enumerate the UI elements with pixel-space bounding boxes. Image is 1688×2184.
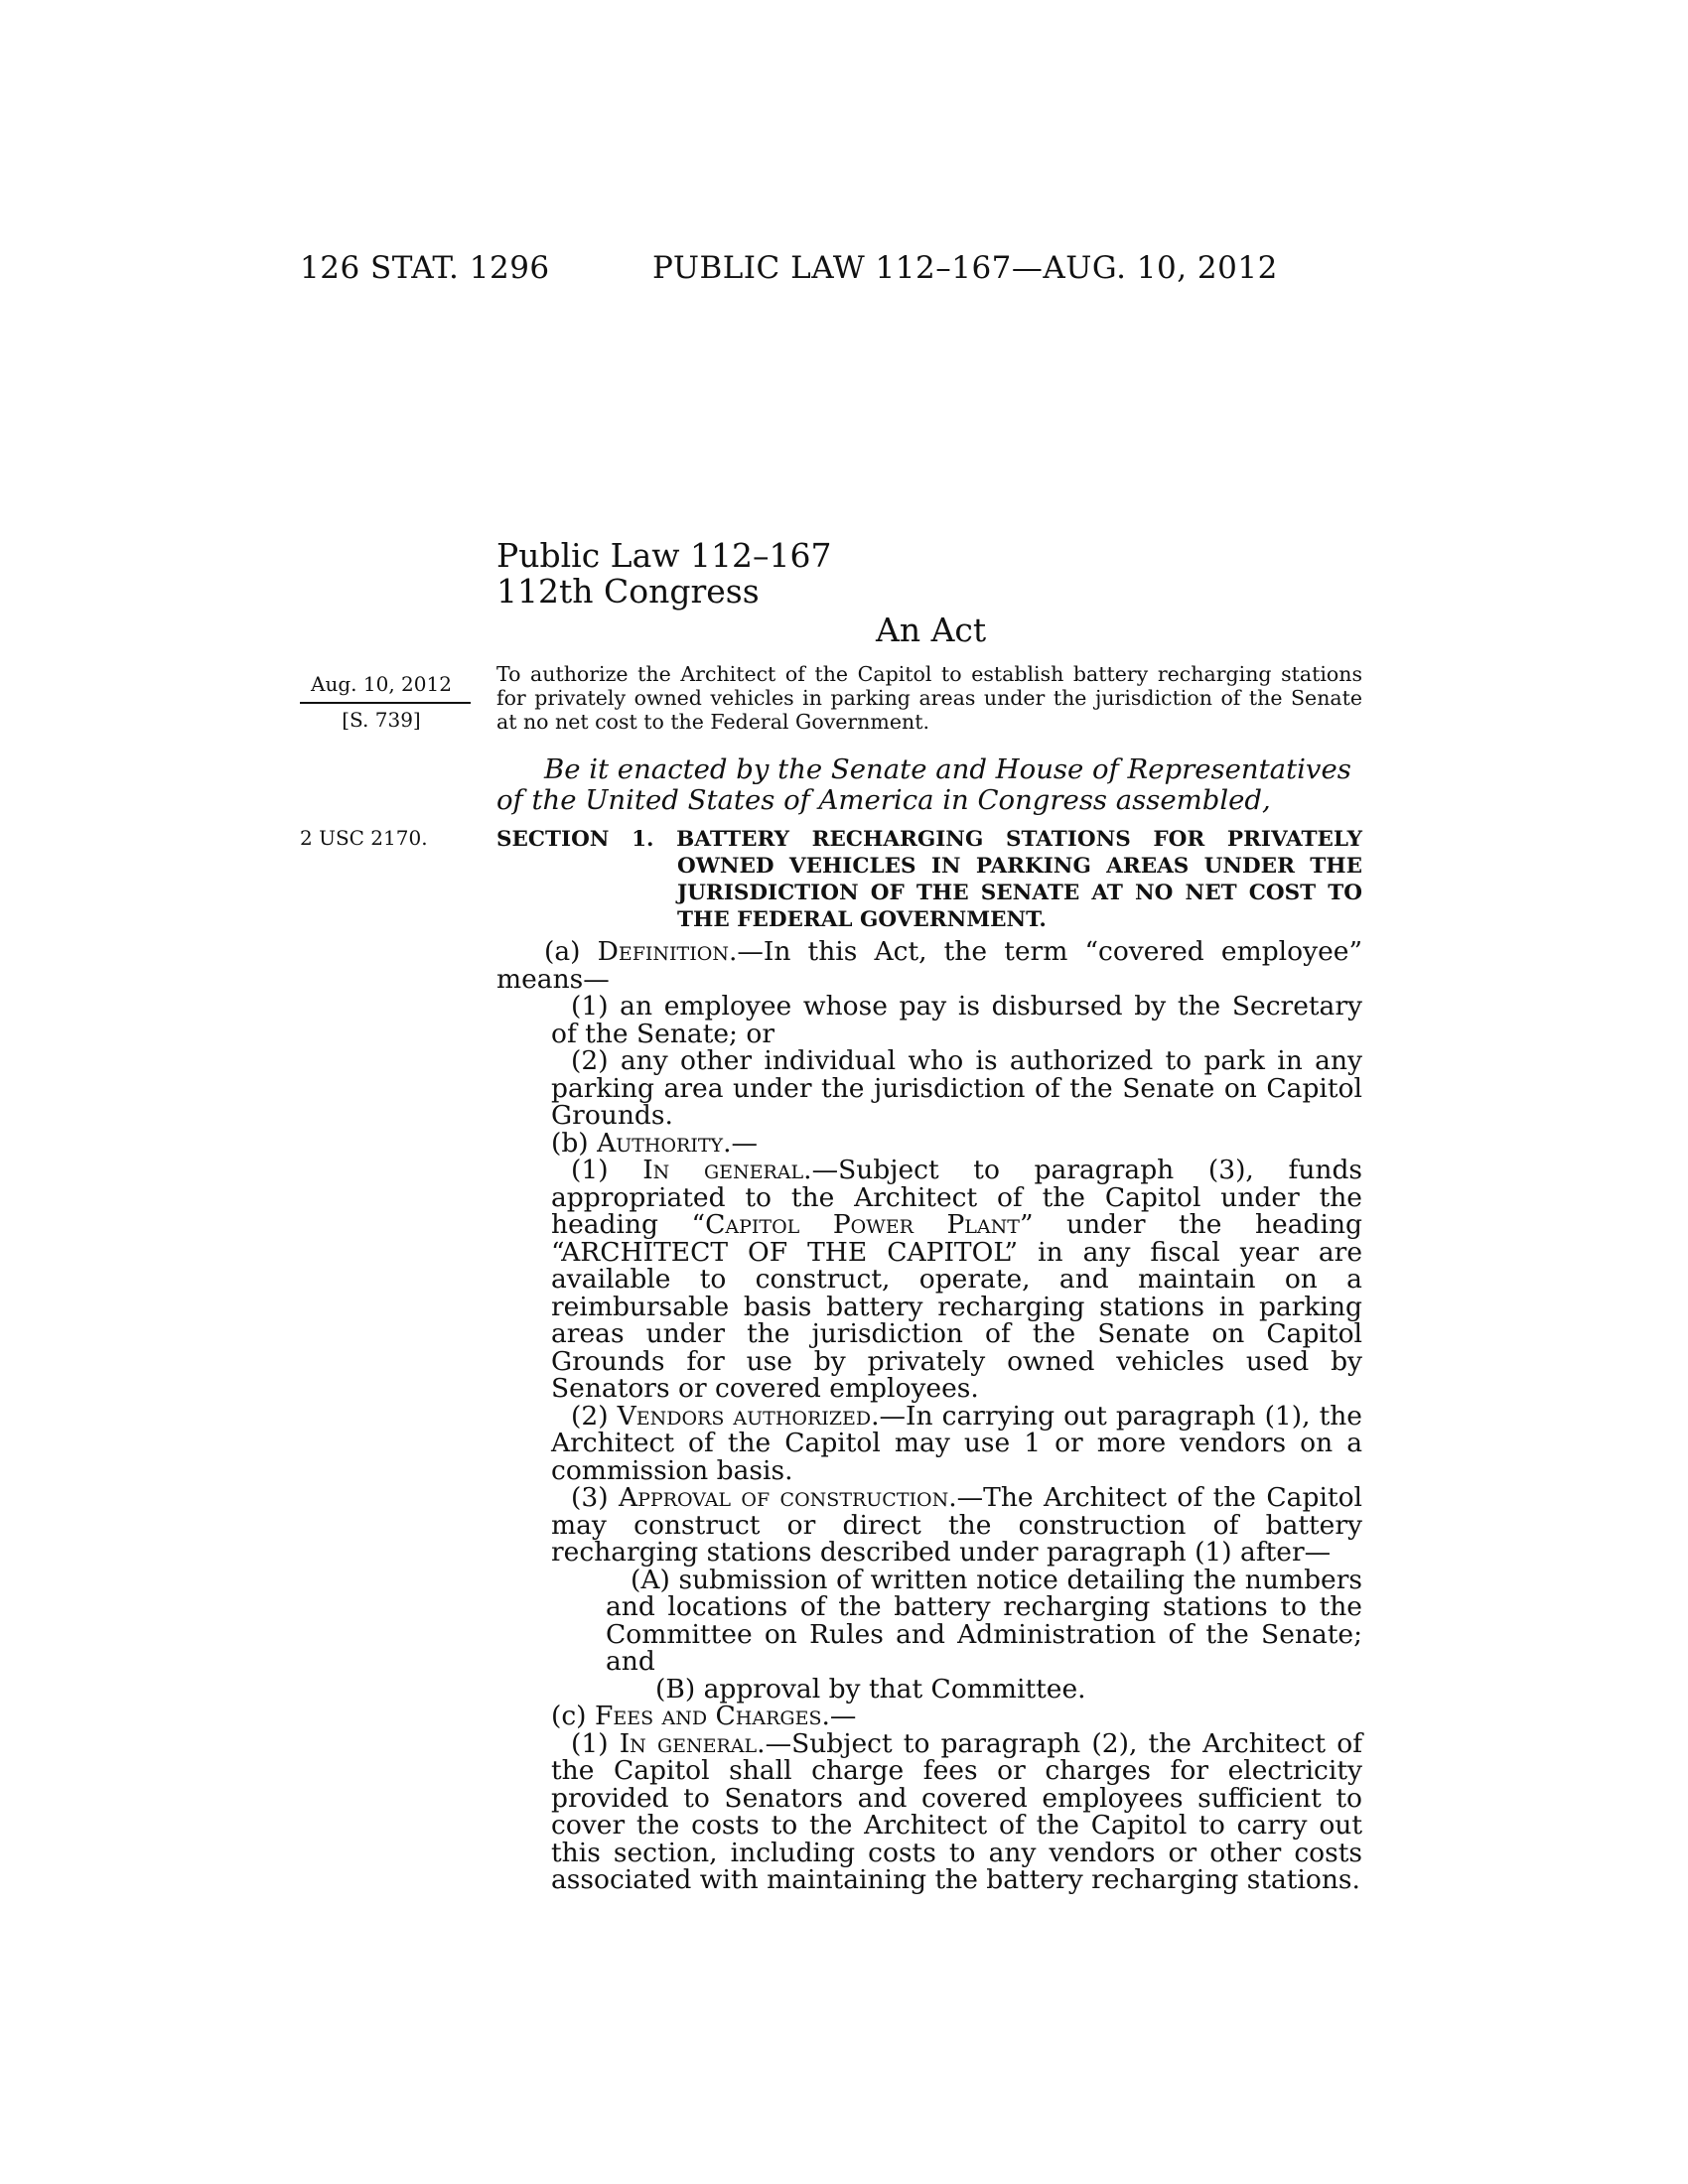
subsection-c: (c) Fees and Charges.— xyxy=(551,1701,857,1731)
paragraph-b3: (3) Approval of construction.—The Architect of the Capitol may construct or direct the construction of battery recharging stations described under paragraph (1) after— xyxy=(551,1482,1362,1568)
section-heading: SECTION 1. BATTERY RECHARGING STATIONS FOR PRIVATELY OWNED VEHICLES IN PARKING AREAS UNDER THE JURISDICTION OF THE SENATE AT NO NET COST TO THE FEDERAL GOVERNMENT. xyxy=(496,827,1362,932)
margin-bill-number: [S. 739] xyxy=(342,708,421,732)
enacting-clause: Be it enacted by the Senate and House of Representatives of the United States of America in Congress assembled, xyxy=(496,753,1351,816)
act-purpose: To authorize the Architect of the Capitol to establish battery recharging stations for privately owned vehicles in parking areas under the jurisdiction of the Senate at no net cost to the Federal Government. xyxy=(496,662,1362,734)
congress-number: 112th Congress xyxy=(496,572,760,611)
paragraph-b2: (2) Vendors authorized.—In carrying out paragraph (1), the Architect of the Capitol may use 1 or more vendors on a commission basis. xyxy=(551,1400,1362,1486)
paragraph-c1: (1) In general.—Subject to paragraph (2), the Architect of the Capitol shall charge fees or charges for electricity provided to Senators and covered employees sufficient to cover the costs to the Architect of the Capitol to carry out this section, including costs to any vendors or other costs associated with maintaining the battery recharging stations. xyxy=(551,1727,1363,1895)
subsection-a: (a) Definition.—In this Act, the term “covered employee” means— xyxy=(496,936,1362,995)
paragraph-b1: (1) In general.—Subject to paragraph (3), funds appropriated to the Architect of the Capitol under the heading “Capitol Power Plant” under the heading “ARCHITECT OF THE CAPITOL” in any fiscal year are available to construct, operate, and maintain on a reimbursable basis battery recharging stations in parking areas under the jurisdiction of the Senate on Capitol Grounds for use by privately owned vehicles used by Senators or covered employees. xyxy=(551,1155,1363,1404)
law-number: Public Law 112–167 xyxy=(496,536,832,575)
running-head: PUBLIC LAW 112–167—AUG. 10, 2012 xyxy=(652,250,1278,286)
subsection-b: (b) Authority.— xyxy=(551,1127,759,1159)
subparagraph-b3b: (B) approval by that Committee. xyxy=(655,1673,1086,1705)
margin-rule xyxy=(300,702,471,704)
paragraph-a1: (1) an employee whose pay is disbursed by the Secretary of the Senate; or xyxy=(551,991,1362,1049)
paragraph-a2: (2) any other individual who is authorized to park in any parking area under the jurisdiction of the Senate on Capitol Grounds. xyxy=(551,1045,1362,1131)
margin-usc-citation: 2 USC 2170. xyxy=(300,826,428,850)
act-label: An Act xyxy=(876,611,987,649)
stat-reference: 126 STAT. 1296 xyxy=(300,250,550,286)
section-body xyxy=(496,938,1362,1894)
subparagraph-b3a: (A) submission of written notice detailing the numbers and locations of the battery recharging stations to the Committee on Rules and Administration of the Senate; and xyxy=(606,1564,1362,1677)
margin-date: Aug. 10, 2012 xyxy=(311,672,452,696)
